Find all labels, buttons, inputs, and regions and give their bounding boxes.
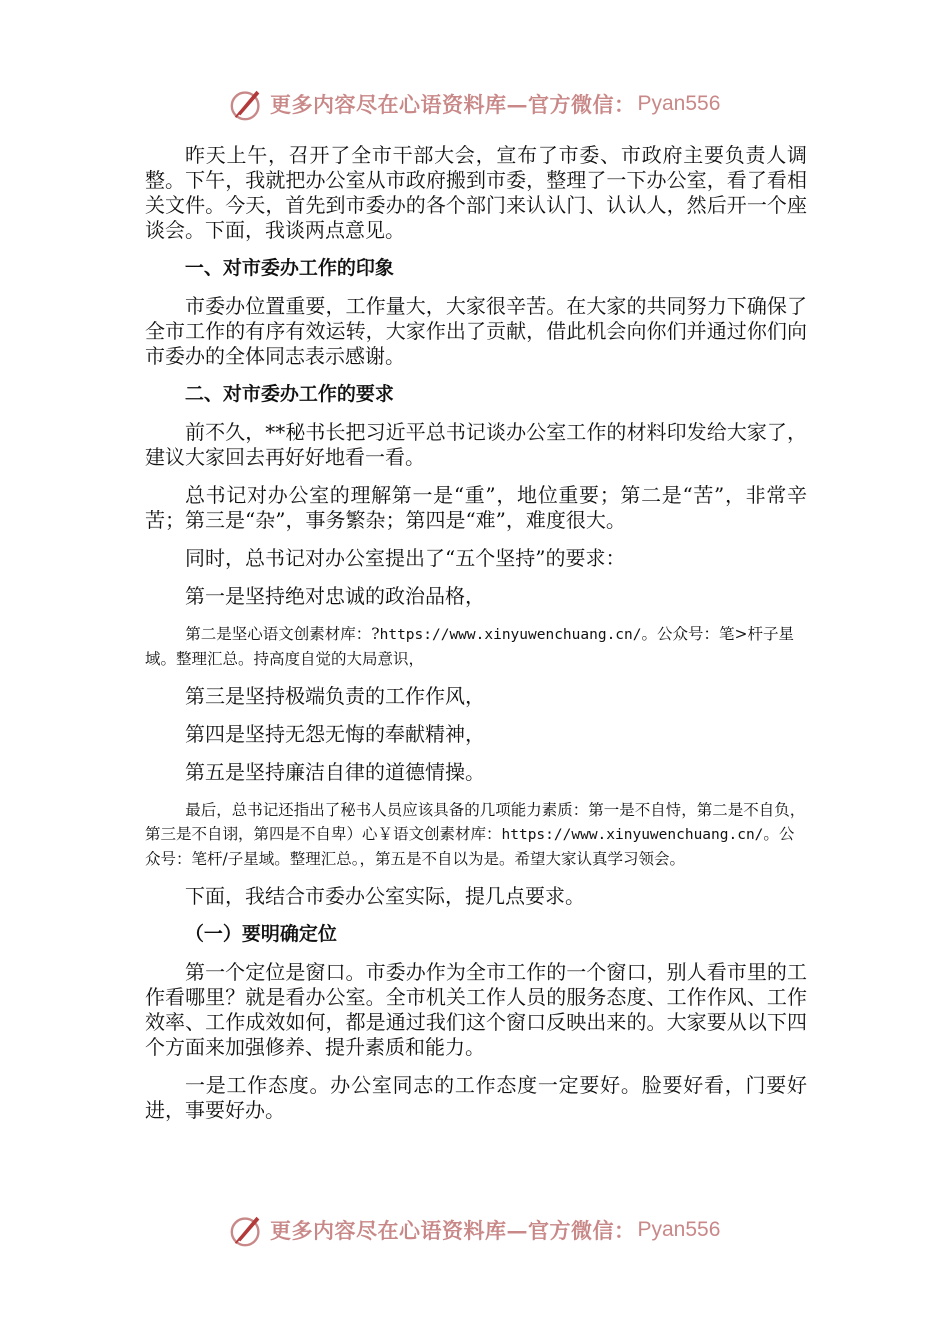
header-banner (228, 84, 720, 124)
paragraph-five-persistence: 同时，总书记对办公室提出了“五个坚持”的要求： (185, 546, 626, 570)
list-item-2-text-b: 。公众号：笔>杆子星域。整理汇总。持高度自觉的大局意识， (145, 625, 795, 668)
section-heading-1: 一、对市委办工作的印象 (184, 257, 394, 279)
paragraph-requirements-intro: 下面，我结合市委办公室实际，提几点要求。 (185, 884, 585, 908)
paragraph-window: 第一个定位是窗口。市委办作为全市工作的一个窗口，别人看市里的工作看哪里？就是看办公室。全市机关工作人员的服务态度、工作作风、工作效率、工作成效如何，都是通过我们这个窗口反映出来的。大家要从以下四个方面来加强修养、提升素质和能力。 (145, 960, 807, 1059)
abilities-text-b: 。公众号：笔杆/子星域。整理汇总。，第五是不自以为是。希望大家认真学习领会。 (145, 825, 795, 868)
list-item-2-text-a: 第二是坚心语文创素材库：? (185, 625, 380, 643)
paragraph-attitude: 一是工作态度。办公室同志的工作态度一定要好。脸要好看，门要好进，事要好办。 (145, 1073, 807, 1122)
abilities-text-a: 最后，总书记还指出了秘书人员应该具备的几项能力素质：第一是不自恃，第二是不自负，第三是不自诩，第四是不自卑）心￥语文创素材库： (145, 801, 806, 843)
paragraph-impression: 市委办位置重要，工作量大，大家很辛苦。在大家的共同努力下确保了全市工作的有序有效运转，大家作出了贡献，借此机会向你们并通过你们向市委办的全体同志表示感谢。 (145, 294, 807, 368)
paragraph-intro: 昨天上午，召开了全市干部大会，宣布了市委、市政府主要负责人调整。下午，我就把办公室从市政府搬到市委，整理了一下办公室，看了看相关文件。今天，首先到市委办的各个部门来认认门、认认人，然后开一个座谈会。下面，我谈两点意见。 (145, 143, 807, 242)
quill-logo-icon (228, 1211, 266, 1249)
section-heading-2: 二、对市委办工作的要求 (184, 383, 394, 405)
document-body (145, 143, 807, 1136)
list-item-4: 第四是坚持无怨无悔的奉献精神， (185, 722, 485, 746)
list-item-2-url: https://www.xinyuwenchuang.cn/ (379, 627, 642, 643)
subsection-heading-1: （一）要明确定位 (184, 923, 337, 945)
list-item-5: 第五是坚持廉洁自律的道德情操。 (185, 760, 485, 784)
list-item-3: 第三是坚持极端负责的工作作风， (185, 684, 485, 708)
banner-text: 更多内容尽在心语资料库—官方微信： (270, 92, 636, 117)
banner-id: Pyan556 (637, 92, 721, 115)
quill-logo-icon (228, 85, 266, 123)
list-item-2 (145, 622, 807, 671)
abilities-url: https://www.xinyuwenchuang.cn/ (501, 827, 764, 843)
banner-text: 更多内容尽在心语资料库—官方微信： (270, 1218, 636, 1243)
paragraph-abilities (145, 798, 807, 871)
paragraph-understanding: 总书记对办公室的理解第一是“重”，地位重要；第二是“苦”，非常辛苦；第三是“杂”，事务繁杂；第四是“难”，难度很大。 (145, 483, 807, 532)
footer-banner (228, 1210, 720, 1250)
paragraph-secretary: 前不久，**秘书长把习近平总书记谈办公室工作的材料印发给大家了，建议大家回去再好好地看一看。 (145, 420, 807, 469)
banner-id: Pyan556 (637, 1218, 721, 1241)
list-item-1: 第一是坚持绝对忠诚的政治品格， (185, 584, 485, 608)
